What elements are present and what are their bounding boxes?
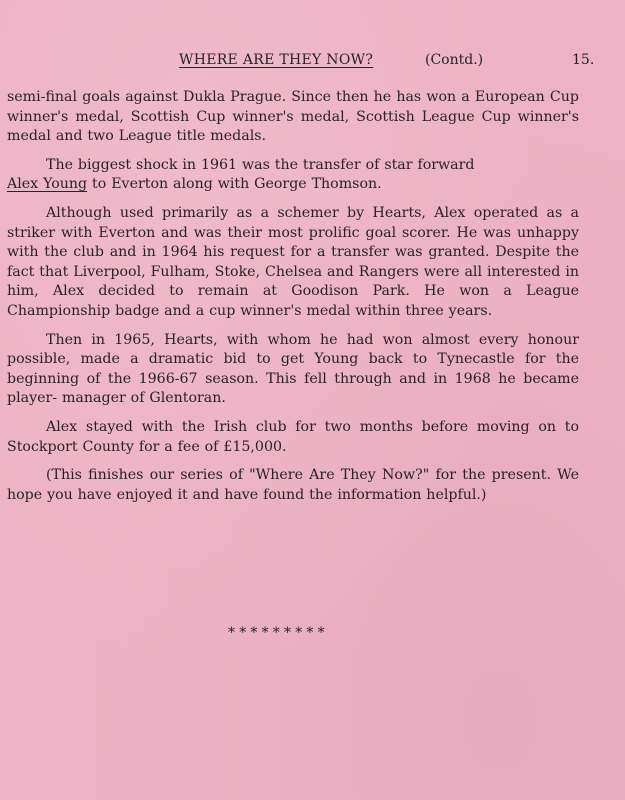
paragraph-2-tail: to Everton along with George Thomson. bbox=[92, 176, 382, 193]
page-header-contd: (Contd.) bbox=[425, 52, 484, 68]
page-number: 15. bbox=[572, 52, 595, 68]
paragraph-1: semi-final goals against Dukla Prague. Since then he has won a European Cup winner's medal, Scottish Cup winner's medal, Scottish League Cup winner's medal and two League title medals. bbox=[7, 89, 579, 145]
page-header-title: WHERE ARE THEY NOW? bbox=[179, 52, 374, 68]
section-separator-stars: ********* bbox=[228, 625, 329, 641]
paragraph-6: (This finishes our series of "Where Are They Now?" for the present. We hope you have enjoyed it and have found the information helpful.) bbox=[7, 467, 579, 503]
player-name-alex-young: Alex Young bbox=[7, 176, 88, 193]
paragraph-3: Although used primarily as a schemer by Hearts, Alex operated as a striker with Everton and was their most prolific goal scorer. He was unhappy with the club and in 1964 his request for a transfer was granted. Despite the fact that Liverpool, Fulham, Stoke, Chelsea and Rangers were all interested in him, Alex decided to remain at Goodison Park. He won a League Championship badge and a cup winner's medal within three years. bbox=[7, 204, 579, 319]
article-body bbox=[7, 88, 579, 514]
paragraph-2 bbox=[7, 156, 579, 195]
paragraph-5: Alex stayed with the Irish club for two months before moving on to Stockport County for a fee of £15,000. bbox=[7, 418, 579, 455]
paragraph-4: Then in 1965, Hearts, with whom he had won almost every honour possible, made a dramatic bid to get Young back to Tynecastle for the beginning of the 1966-67 season. This fell through and in 1968 he became player- manager of Glentoran. bbox=[7, 331, 579, 407]
paragraph-2-lead: The biggest shock in 1961 was the transfer of star forward bbox=[46, 156, 475, 173]
